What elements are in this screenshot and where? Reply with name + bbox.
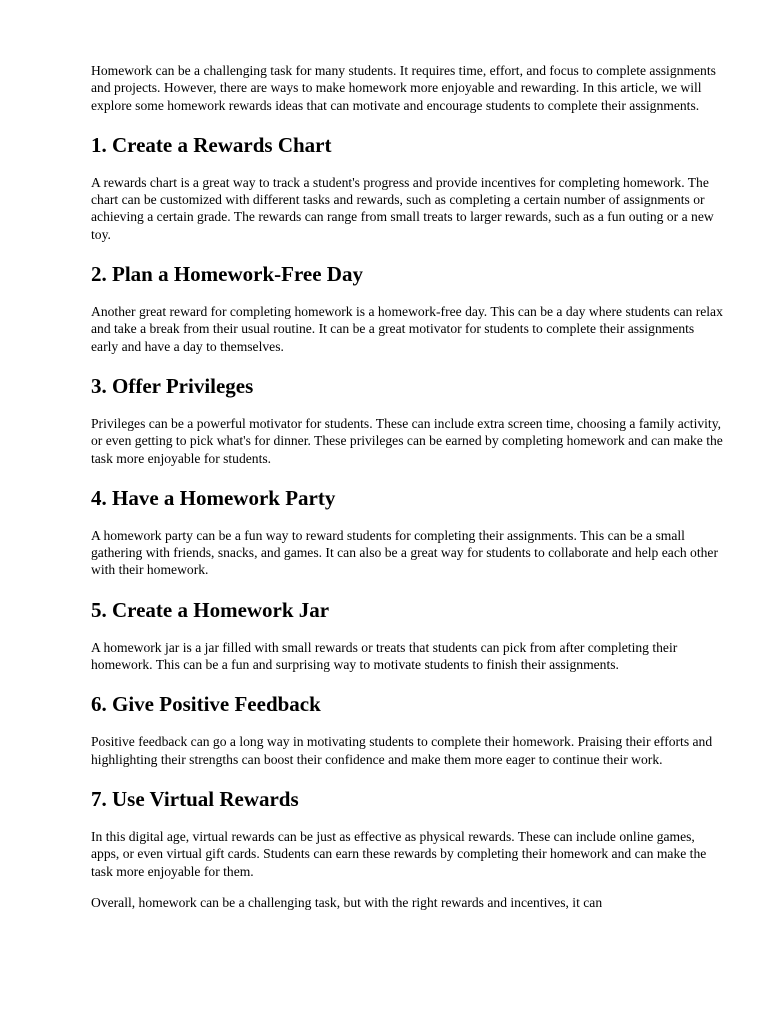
section-heading: 7. Use Virtual Rewards bbox=[91, 786, 299, 811]
intro-paragraph: Homework can be a challenging task for many students. It requires time, effort, and focus to complete assignments and projects. However, there are ways to make homework more enjoyable and rewarding. In this article, we will explore some homework rewards ideas that can motivate and encourage students to complete their assignments. bbox=[91, 63, 716, 113]
section-paragraph: A rewards chart is a great way to track a student's progress and provide incentives for completing homework. The chart can be customized with different tasks and rewards, such as completing a certain number of assignments or achieving a certain grade. The rewards can range from small treats to larger rewards, such as a fun outing or a new toy. bbox=[91, 174, 714, 242]
section-virtual-rewards bbox=[91, 786, 723, 880]
section-paragraph: Another great reward for completing homework is a homework-free day. This can be a day where students can relax and take a break from their usual routine. It can be a great motivator for students to complete their assignments early and have a day to themselves. bbox=[91, 304, 723, 354]
section-paragraph: Privileges can be a powerful motivator for students. These can include extra screen time, choosing a family activity, or even getting to pick what's for dinner. These privileges can be earned by completing homework and can make the task more enjoyable for students. bbox=[91, 415, 723, 466]
section-paragraph: In this digital age, virtual rewards can be just as effective as physical rewards. These can include online games, apps, or even virtual gift cards. Students can earn these rewards by completing their homework and can make the task more enjoyable for them. bbox=[91, 828, 707, 879]
conclusion-paragraph: Overall, homework can be a challenging task, but with the right rewards and incentives, it can bbox=[91, 894, 603, 910]
section-homework-free-day bbox=[91, 261, 723, 355]
section-heading: 1. Create a Rewards Chart bbox=[91, 132, 332, 157]
section-rewards-chart bbox=[91, 132, 723, 243]
section-homework-jar bbox=[91, 597, 723, 674]
section-heading: 5. Create a Homework Jar bbox=[91, 597, 330, 622]
section-heading: 2. Plan a Homework-Free Day bbox=[91, 262, 363, 287]
section-offer-privileges bbox=[91, 373, 723, 467]
section-heading: 4. Have a Homework Party bbox=[91, 485, 336, 510]
document-page bbox=[91, 62, 723, 911]
section-paragraph: A homework jar is a jar filled with small rewards or treats that students can pick from after completing their homework. This can be a fun and surprising way to motivate students to finish their assignments. bbox=[91, 639, 678, 673]
section-heading: 3. Offer Privileges bbox=[91, 373, 254, 398]
section-paragraph: A homework party can be a fun way to reward students for completing their assignments. This can be a small gathering with friends, snacks, and games. It can also be a great way for students to collaborate and help each other with their homework. bbox=[91, 527, 718, 578]
section-heading: 6. Give Positive Feedback bbox=[91, 692, 321, 717]
section-positive-feedback bbox=[91, 691, 723, 768]
section-homework-party bbox=[91, 485, 723, 579]
section-paragraph: Positive feedback can go a long way in motivating students to complete their homework. Praising their efforts and highlighting their strengths can boost their confidence and make them more eager to continue their work. bbox=[91, 734, 713, 767]
